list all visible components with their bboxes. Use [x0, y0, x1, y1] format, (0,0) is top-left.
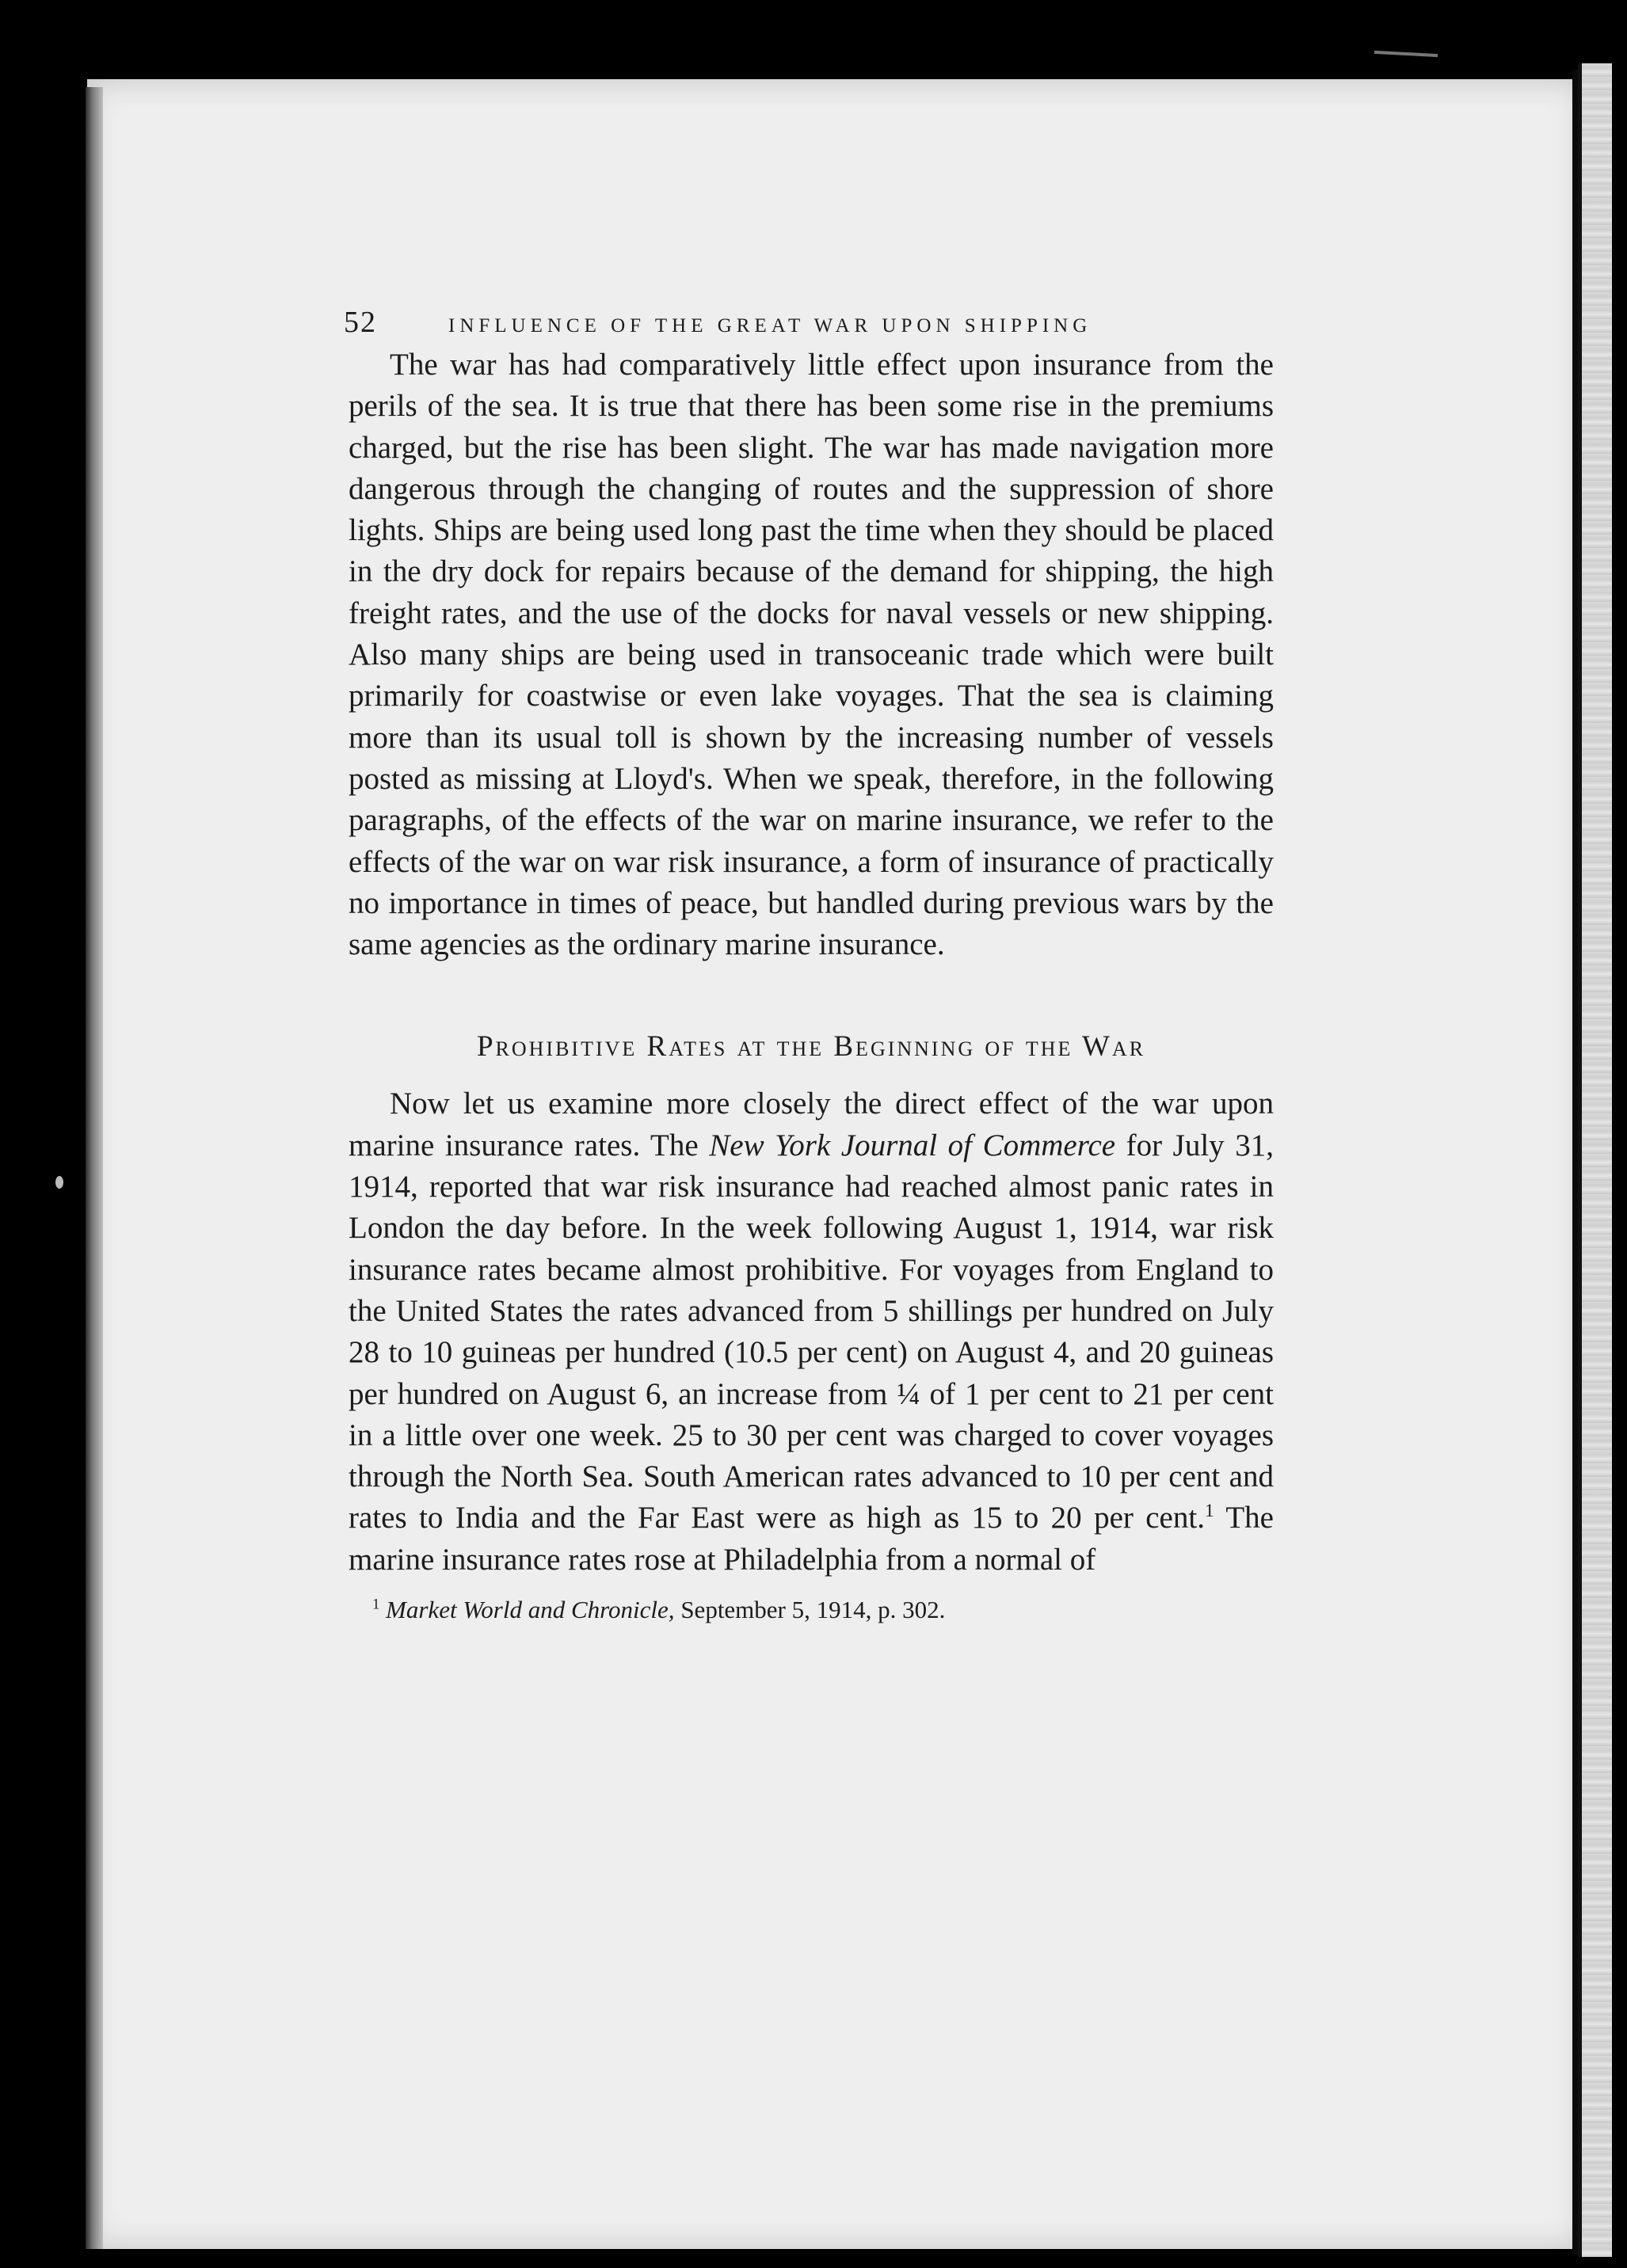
body-paragraph-2 — [349, 1083, 1274, 1581]
page-number: 52 — [344, 306, 377, 339]
paragraph-2-text-b: for July 31, 1914, reported that war risk insurance had reached almost panic rates in London the day before. In the week following August 1, 1914, war risk insurance rates became almost prohibitive. For voyages from England to the United States the rates advanced from 5 shillings per hundred on July 28 to 10 guineas per hundred (10.5 per cent) on August 4, and 20 guineas per hundred on August 6, an increase from ¼ of 1 per cent to 21 per cent in a little over one week. 25 to 30 per cent was charged to cover voyages through the North Sea. South American rates advanced to 10 per cent and rates to India and the Far East were as high as 15 to 20 per cent. — [349, 1128, 1274, 1535]
body-paragraph-1: The war has had comparatively little effect upon insurance from the perils of the sea. It is true that there has been some rise in the premiums charged, but the rise has been slight. The war has made navigation more dangerous through the changing of routes and the suppression of shore lights. Ships are being used long past the time when they should be placed in the dry dock for repairs because of the demand for shipping, the high freight rates, and the use of the docks for naval vessels or new shipping. Also many ships are being used in transoceanic trade which were built primarily for coastwise or even lake voyages. That the sea is claiming more than its usual toll is shown by the increasing number of vessels posted as missing at Lloyd's. When we speak, therefore, in the following paragraphs, of the effects of the war on marine insurance, we refer to the effects of the war on war risk insurance, a form of insurance of practically no importance in times of peace, but handled during previous wars by the same agencies as the ordinary marine insurance. — [349, 348, 1274, 962]
section-heading: Prohibitive Rates at the Beginning of the War — [476, 1030, 1146, 1064]
paragraph-2-text-c: The marine insurance rates rose at Philadelphia from a normal of — [349, 1501, 1274, 1577]
journal-title: New York Journal of Commerce — [709, 1128, 1116, 1163]
footnote-marker: 1 — [372, 1596, 380, 1613]
adjacent-page-edge — [1578, 63, 1612, 2257]
footnote-reference: 1 — [1204, 1501, 1214, 1522]
scan-artifact-speck — [55, 1176, 63, 1189]
footnote — [349, 1593, 1274, 1627]
page-binding-edge — [86, 87, 103, 2249]
footnote-source-title: Market World and Chronicle, — [386, 1596, 675, 1624]
footnote-citation: September 5, 1914, p. 302. — [674, 1596, 946, 1624]
running-head — [344, 305, 1274, 340]
scan-artifact-mark — [1374, 51, 1438, 57]
running-head-title: INFLUENCE OF THE GREAT WAR UPON SHIPPING — [448, 315, 1092, 337]
paragraph-2-text-a: Now let us examine more closely the direct effect of the war upon marine insurance rates. The — [349, 1086, 1274, 1163]
page-text — [344, 305, 1274, 1627]
